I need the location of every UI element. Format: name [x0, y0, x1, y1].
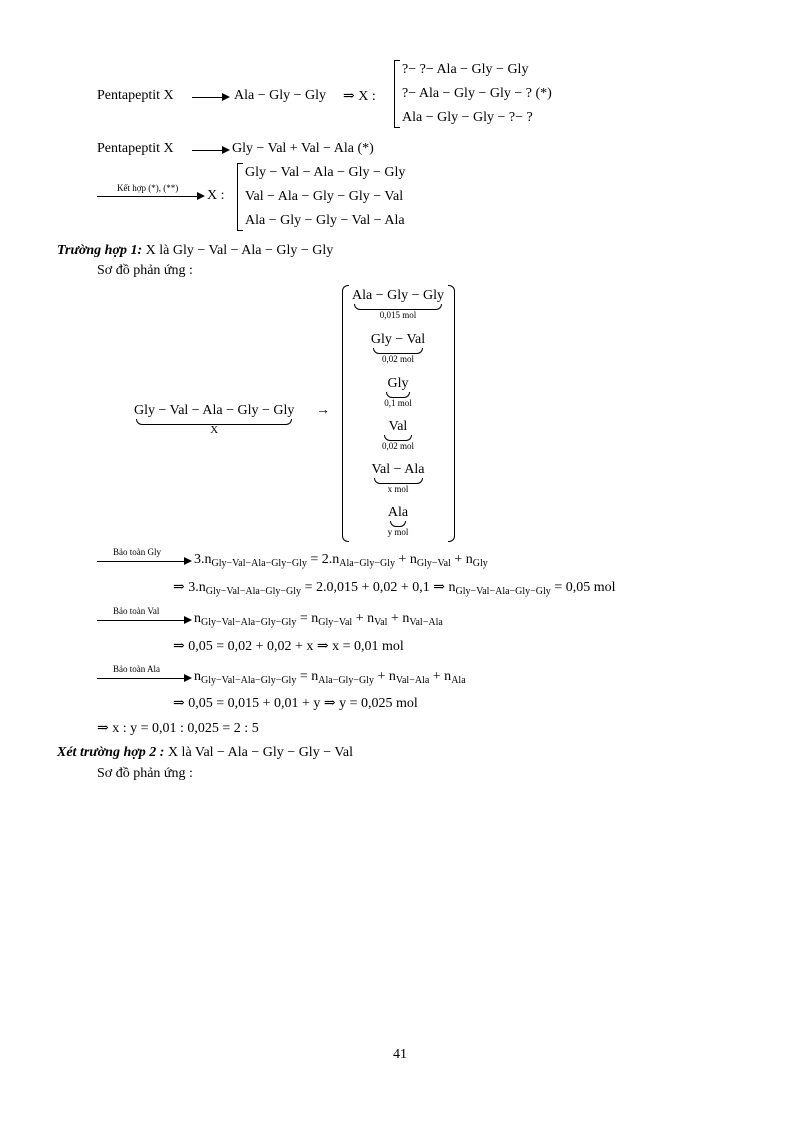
product-6	[348, 505, 448, 540]
equation-5: $n_{Gly-Val-Ala-Gly-Gly} = n_{Ala-Gly-Gly} + n_{Val-Ala} + n_{Ala}$	[194, 669, 466, 686]
block1-implies: ⇒ X :	[343, 89, 376, 104]
option-2: ?− Ala − Gly − Gly − ? (*)	[402, 86, 552, 101]
equation-4: ⇒ 0,05 = 0,02 + 0,02 + x ⇒ x = 0,01 mol	[173, 639, 404, 654]
product-name: Ala − Gly − Gly	[351, 288, 444, 303]
product-name: Ala	[387, 505, 409, 520]
case2-scheme-label: Sơ đồ phản ứng :	[97, 766, 193, 781]
arrow-line	[97, 620, 184, 621]
case1-text: X là Gly − Val − Ala − Gly − Gly	[145, 243, 334, 258]
val-conservation-label: Bảo toàn Val	[113, 606, 160, 616]
equation-6: ⇒ 0,05 = 0,015 + 0,01 + y ⇒ y = 0,025 mol	[173, 696, 418, 711]
arrow-head	[184, 616, 192, 624]
block1-left: Pentapeptit X	[97, 88, 174, 103]
equation-1: $3.n_{Gly-Val-Ala-Gly-Gly} = 2.n_{Ala-Gly-Gly} + n_{Gly-Val} + n_{Gly}$	[194, 552, 488, 569]
product-amount: 0,02 mol	[381, 441, 414, 451]
option-a: Gly − Val − Ala − Gly − Gly	[245, 165, 406, 180]
product-5	[348, 462, 448, 497]
ratio-result: ⇒ x : y = 0,01 : 0,025 = 2 : 5	[97, 721, 259, 736]
reactant-label: X	[210, 424, 219, 436]
left-brace	[342, 285, 349, 542]
case1-heading	[57, 243, 333, 259]
block2-left: Pentapeptit X	[97, 141, 174, 156]
page-number: 41	[393, 1047, 407, 1062]
reactant	[134, 403, 294, 438]
right-brace	[448, 285, 455, 542]
arrow-line	[97, 561, 184, 562]
arrow-line	[97, 196, 197, 197]
product-amount: 0,015 mol	[379, 310, 417, 320]
option-3: Ala − Gly − Gly − ?− ?	[402, 110, 533, 125]
arrow-line	[97, 678, 184, 679]
combine-label: Kết hợp (*), (**)	[117, 183, 179, 193]
equation-2: ⇒ $3.n_{Gly-Val-Ala-Gly-Gly} = 2.0,015 + 0,02 + 0,1$ ⇒ $n_{Gly-Val-Ala-Gly-Gly} = 0,05$ mol	[173, 580, 616, 597]
product-amount: x mol	[387, 484, 409, 494]
arrow-head	[184, 557, 192, 565]
arrow-head	[222, 93, 230, 101]
product-name: Gly	[387, 376, 409, 391]
block2-x: X :	[207, 188, 225, 203]
case2-text: X là Val − Ala − Gly − Gly − Val	[167, 745, 353, 760]
left-bracket	[394, 60, 400, 128]
option-b: Val − Ala − Gly − Gly − Val	[245, 189, 404, 204]
case2-heading	[57, 745, 353, 761]
product-name: Val	[388, 419, 408, 434]
product-2	[348, 332, 448, 367]
option-c: Ala − Gly − Gly − Val − Ala	[245, 213, 405, 228]
product-1	[348, 288, 448, 323]
case1-title: Trường hợp 1:	[57, 243, 143, 258]
left-bracket	[237, 163, 243, 231]
arrow-head	[197, 192, 205, 200]
block2-products: Gly − Val + Val − Ala (*)	[232, 141, 374, 156]
arrow-line	[192, 150, 222, 151]
case1-scheme-label: Sơ đồ phản ứng :	[97, 263, 193, 278]
arrow-head	[222, 146, 230, 154]
arrow-line	[192, 97, 222, 98]
reactant-formula: Gly − Val − Ala − Gly − Gly	[134, 403, 295, 418]
gly-conservation-label: Bảo toàn Gly	[113, 547, 161, 557]
product-3	[348, 376, 448, 411]
option-1: ?− ?− Ala − Gly − Gly	[402, 62, 529, 77]
product-amount: 0,1 mol	[384, 398, 412, 408]
product-amount: y mol	[387, 527, 409, 537]
case2-title: Xét trường hợp 2 :	[57, 745, 165, 760]
product-4	[348, 419, 448, 454]
reaction-arrow: →	[316, 403, 330, 418]
arrow-head	[184, 674, 192, 682]
product-amount: 0,02 mol	[381, 354, 414, 364]
equation-3: $n_{Gly-Val-Ala-Gly-Gly} = n_{Gly-Val} + n_{Val} + n_{Val-Ala}$	[194, 611, 443, 628]
product-name: Gly − Val	[370, 332, 426, 347]
ala-conservation-label: Bảo toàn Ala	[113, 664, 160, 674]
block1-product: Ala − Gly − Gly	[234, 88, 327, 103]
product-name: Val − Ala	[371, 462, 425, 477]
